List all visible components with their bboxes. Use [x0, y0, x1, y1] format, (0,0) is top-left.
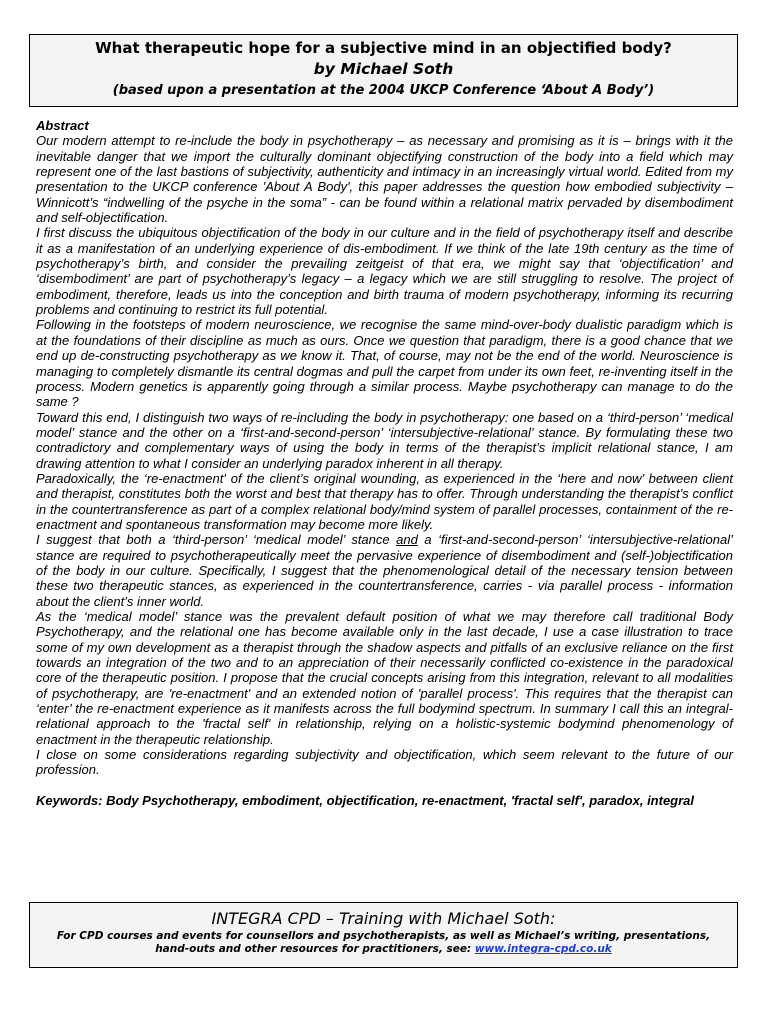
p6-text-start: I suggest that both a ‘third-person’ ‘medical model’ stance: [36, 532, 397, 548]
p6-underlined-and: and: [396, 532, 418, 548]
conference-subtitle: (based upon a presentation at the 2004 UKCP Conference ‘About A Body’): [112, 83, 655, 98]
abstract-paragraph-1: Our modern attempt to re-include the body in psychotherapy – as necessary and promising as it is – brings with it the inevitable danger that we import the culturally dominant objectifying construction of the body into a field which may represent one of the last bastions of subjectivity, authenticity and intimacy in an increasingly virtual world. Edited from my presentation to the UKCP conference 'About A Body', this paper addresses the question how embodied subjectivity – Winnicott’s “indwelling of the psyche in the soma” - can be found within a relational matrix pervaded by disembodiment and self-objectification.: [36, 133, 733, 226]
abstract-heading: Abstract: [36, 118, 89, 133]
footer-box: [29, 902, 738, 968]
keywords: Keywords: Body Psychotherapy, embodiment, objectification, re-enactment, 'fractal self', paradox, integral: [36, 792, 695, 808]
abstract-paragraph-5: Paradoxically, the ‘re-enactment' of the client’s original wounding, as experienced in the ‘here and now’ between client and therapist, constitutes both the worst and best that therapy has to offer. Through understanding the therapist’s conflict in the countertransference as part of a complex relational body/mind system of parallel processes, containment of the re-enactment and spontaneous transformation may become more likely.: [36, 470, 733, 532]
abstract-paragraph-2: I first discuss the ubiquitous objectification of the body in our culture and in the field of psychotherapy itself and describe it as a manifestation of an underlying experience of dis-embodiment. If we think of the late 19th century as the time of psychotherapy’s birth, and consider the prevailing zeitgeist of that era, we might say that ‘objectification’ and ‘disembodiment’ are part of psychotherapy’s legacy – a legacy which we are still struggling to resolve. The project of embodiment, therefore, leads us into the conception and birth trauma of modern psychotherapy, informing its recurring problems and continuing to restrict its full potential.: [36, 225, 733, 318]
author-line: by Michael Soth: [313, 60, 454, 78]
abstract-section: [36, 118, 733, 808]
website-link[interactable]: www.integra-cpd.co.uk: [474, 943, 612, 955]
p6-text-end: a ‘first-and-second-person’ ‘intersubjective-relational’ stance are required to psychotherapeutically meet the pervasive experience of disembodiment and (self-)objectification of the body in our culture. Specifically, I suggest that the phenomenological detail of the necessary tension between these two therapeutic stances, as experienced in the countertransference, carries - via parallel process - information about the client’s inner world.: [36, 532, 733, 609]
abstract-paragraph-4: Toward this end, I distinguish two ways of re-including the body in psychotherapy: one based on a ‘third-person’ ‘medical model’ stance and the other on a ‘first-and-second-person’ ‘intersubjective-relational’ stance. By formulating these two contradictory and complementary ways of using the body in terms of the therapist’s implicit relational stance, I am drawing attention to what I consider an underlying paradox inherent in all therapy.: [36, 409, 733, 471]
abstract-paragraph-3: Following in the footsteps of modern neuroscience, we recognise the same mind-over-body dualistic paradigm which is at the foundations of their discipline as much as ours. Once we question that paradigm, there is a good chance that we end up de-constructing psychotherapy as we know it. That, of course, may not be the end of the world. Neuroscience is managing to completely dismantle its central dogmas and pull the carpet from under its own feet, re-inventing itself in the process. Modern genetics is apparently going through a similar process. Maybe psychotherapy can manage to do the same ?: [36, 317, 733, 410]
footer-note: [48, 930, 719, 956]
abstract-paragraph-8: I close on some considerations regarding subjectivity and objectification, which seem relevant to the future of our profession.: [36, 747, 733, 778]
paper-title: What therapeutic hope for a subjective mind in an objectified body?: [95, 39, 672, 57]
abstract-paragraph-7: As the ‘medical model’ stance was the prevalent default position of what we may therefore call traditional Body Psychotherapy, and the relational one has become available only in the last decade, I use a case illustration to trace some of my own development as a therapist through the shadow aspects and pitfalls of an exclusive reliance on the first towards an integration of the two and to an appreciation of their necessarily conflicted co-existence in the paradoxical core of the therapeutic position. I propose that the crucial concepts arising from this integration, relevant to all modalities of psychotherapy, are 're-enactment' and an extended notion of 'parallel process'. This requires that the therapist can ‘enter’ the re-enactment experience as it manifests across the full bodymind spectrum. In summary I call this an integral-relational approach to the 'fractal self' in relationship, relying on a holistic-systemic bodymind phenomenology of enactment in the therapeutic relationship.: [36, 609, 733, 747]
abstract-paragraph-6: [36, 532, 733, 609]
footer-title: INTEGRA CPD – Training with Michael Soth:: [211, 909, 556, 928]
title-box: [29, 34, 738, 107]
footer-note-text: For CPD courses and events for counsellors and psychotherapists, as well as Michael’s writing, presentations, hand-outs and other resources for practitioners, see:: [56, 930, 711, 955]
